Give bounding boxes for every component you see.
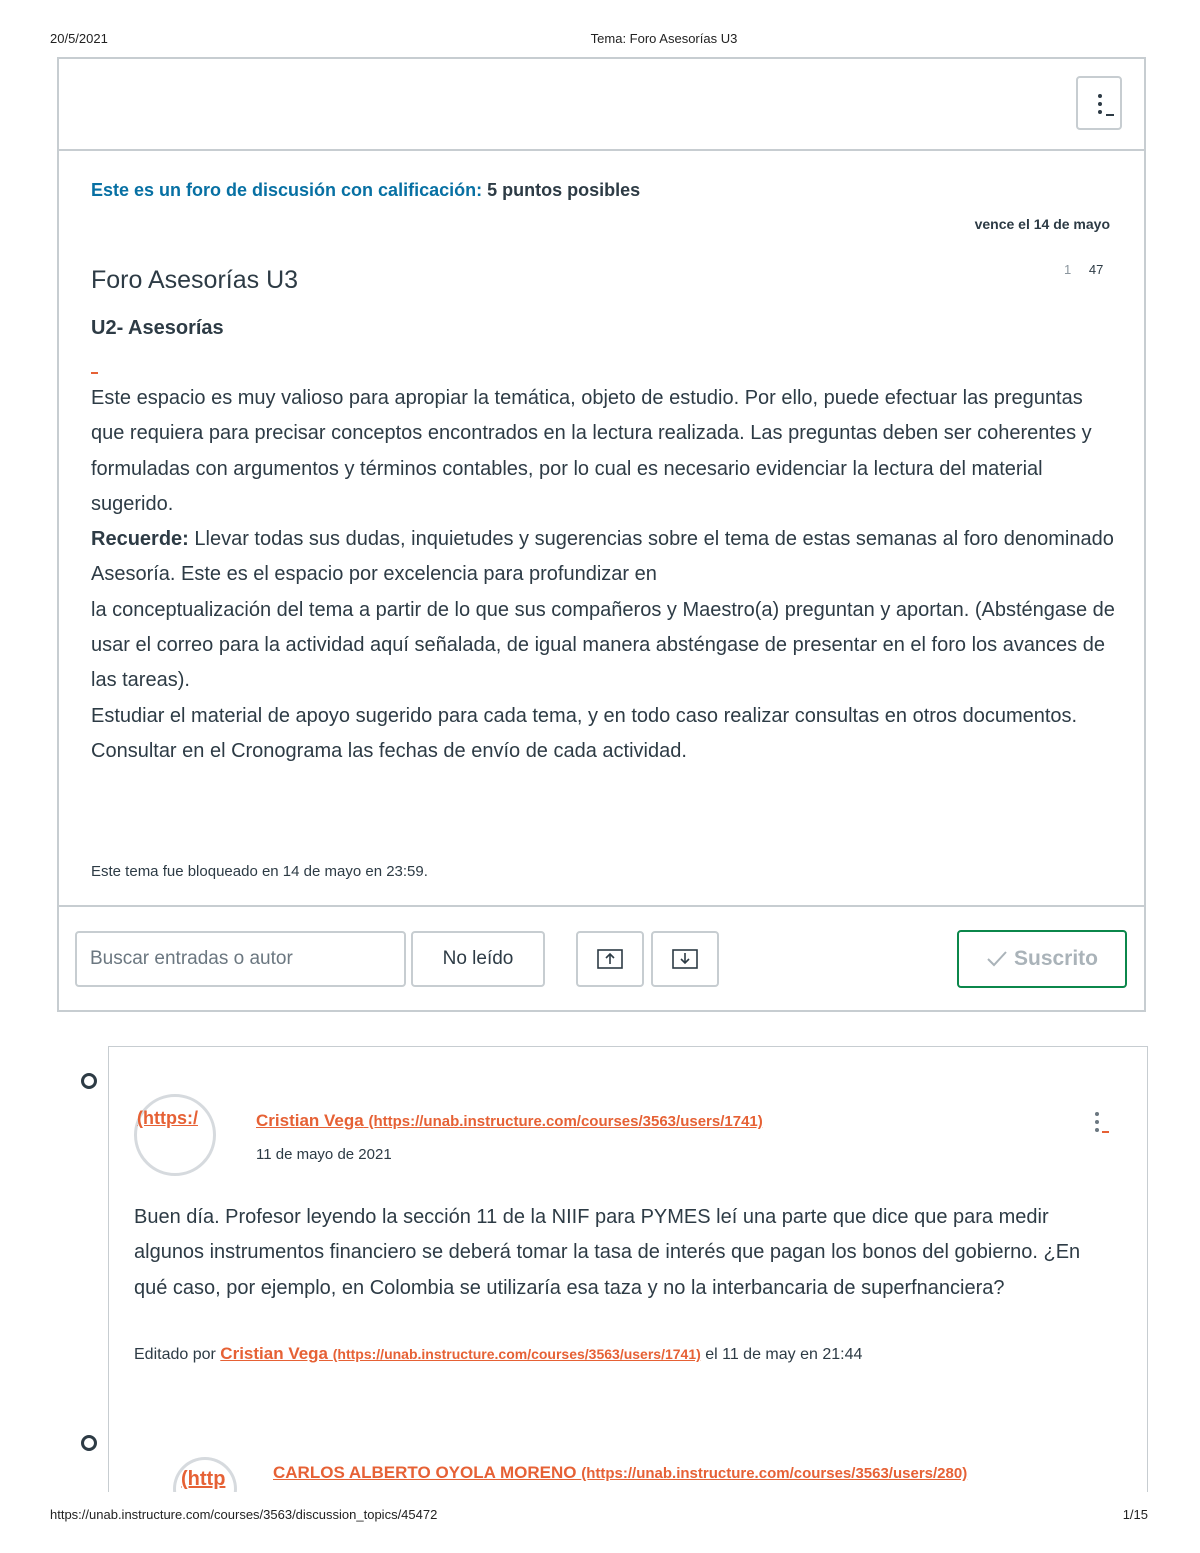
unread-filter-button[interactable]: No leído bbox=[411, 931, 545, 987]
graded-discussion-notice bbox=[91, 180, 640, 201]
topic-paragraph: Este espacio es muy valioso para apropiar la temática, objeto de estudio. Por ello, puede efectuar las preguntas que requiera para precisar conceptos encontrados en la lectura realizada. Las preguntas deben ser coherentes y formuladas con argumentos y términos contables, por lo cual es necesario evidenciar la lectura del material sugerido. bbox=[91, 387, 1092, 515]
total-count: 47 bbox=[1088, 262, 1104, 277]
topic-paragraph: Consultar en el Cronograma las fechas de envío de cada actividad. bbox=[91, 739, 687, 762]
collapse-threads-button[interactable] bbox=[576, 931, 644, 987]
author-link[interactable]: Cristian Vega (https://unab.instructure.com/courses/3563/users/1741) bbox=[256, 1111, 763, 1130]
points-possible: 5 puntos posibles bbox=[487, 180, 641, 200]
print-title: Tema: Foro Asesorías U3 bbox=[590, 31, 738, 46]
subscribed-button[interactable] bbox=[957, 930, 1127, 988]
collapse-icon bbox=[597, 949, 623, 969]
due-date: vence el 14 de mayo bbox=[974, 216, 1110, 232]
post-date: 11 de mayo de 2021 bbox=[256, 1146, 392, 1163]
topic-paragraph: la conceptualización del tema a partir de lo que sus compañeros y Maestro(a) preguntan y aportan. (Absténgase de usar el correo para la actividad aquí señalada, de igual manera absténgase de presentar en el foro los avances de las tareas). bbox=[91, 598, 1115, 692]
topic-subtitle: U2- Asesorías bbox=[91, 317, 224, 339]
divider bbox=[59, 905, 1144, 907]
print-date: 20/5/2021 bbox=[50, 31, 108, 46]
topic-title: Foro Asesorías U3 bbox=[91, 266, 299, 294]
recuerde-text: Llevar todas sus dudas, inquietudes y sugerencias sobre el tema de estas semanas al foro denominado Asesoría. Este es el espacio por excelencia para profundizar en bbox=[91, 528, 1114, 586]
author-link[interactable]: CARLOS ALBERTO OYOLA MORENO (https://unab.instructure.com/courses/3563/users/280) bbox=[273, 1463, 968, 1482]
avatar-link[interactable]: (https:/ bbox=[137, 1108, 198, 1128]
print-page-number: 1/15 bbox=[1122, 1507, 1148, 1522]
post-author bbox=[256, 1111, 763, 1131]
post-options-button[interactable] bbox=[1092, 1110, 1112, 1136]
topic-options-button[interactable] bbox=[1076, 76, 1122, 130]
avatar[interactable] bbox=[134, 1094, 216, 1176]
subscribed-label: Suscrito bbox=[1013, 947, 1099, 970]
expand-icon bbox=[672, 949, 698, 969]
locked-notice: Este tema fue bloqueado en 14 de mayo en 23:59. bbox=[91, 863, 428, 880]
page-bottom-margin bbox=[0, 1492, 1200, 1553]
graded-label: Este es un foro de discusión con calificación: bbox=[91, 180, 483, 200]
post-message: Buen día. Profesor leyendo la sección 11 de la NIIF para PYMES leí una parte que dice que para medir algunos instrumentos financiero se deberá tomar la tasa de interés que pagan los bonos del gobierno. ¿En qué caso, por ejemplo, en Colombia se utilizaría esa taza y no la interbancaria de superfnanciera? bbox=[134, 1206, 1081, 1299]
checkmark-icon bbox=[986, 950, 1008, 968]
edited-notice: Editado por Cristian Vega (https://unab.instructure.com/courses/3563/users/1741) el 11 de may en 21:44 bbox=[134, 1344, 863, 1363]
post-author bbox=[273, 1463, 967, 1483]
anchor-marker bbox=[91, 372, 98, 374]
divider bbox=[59, 149, 1144, 151]
avatar-link[interactable]: (http bbox=[181, 1468, 226, 1490]
print-url: https://unab.instructure.com/courses/3563/discussion_topics/45472 bbox=[50, 1507, 438, 1522]
topic-paragraph: Estudiar el material de apoyo sugerido para cada tema, y en todo caso realizar consultas en otros documentos. bbox=[91, 704, 1078, 727]
thread-bullet-icon bbox=[81, 1435, 97, 1451]
edited-author-link[interactable]: Cristian Vega (https://unab.instructure.com/courses/3563/users/1741) bbox=[220, 1344, 701, 1363]
reply-counts bbox=[1064, 262, 1103, 277]
unread-count: 1 bbox=[1064, 262, 1072, 277]
recuerde-label: Recuerde: bbox=[91, 528, 189, 551]
expand-threads-button[interactable] bbox=[651, 931, 719, 987]
topic-body bbox=[91, 381, 1121, 769]
thread-bullet-icon bbox=[81, 1073, 97, 1089]
search-input[interactable]: Buscar entradas o autor bbox=[75, 931, 406, 987]
